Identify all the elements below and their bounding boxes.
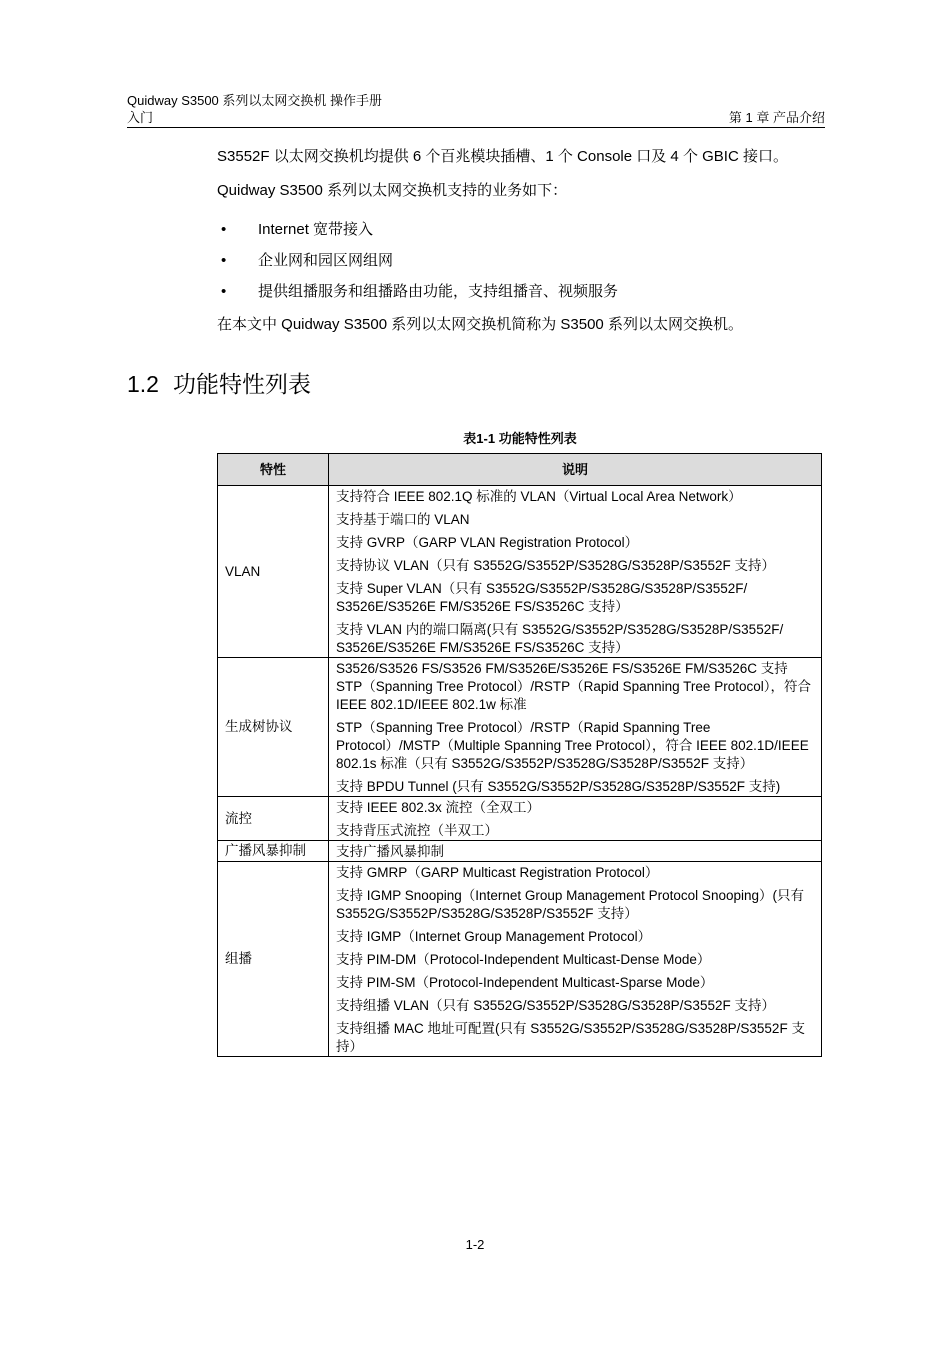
table-caption: 表1-1 功能特性列表: [463, 431, 577, 446]
description-line: 支持 GVRP（GARP VLAN Registration Protocol）: [336, 535, 639, 550]
table-row: [218, 486, 822, 658]
description-line: 支持广播风暴抑制: [336, 844, 444, 859]
description-cell: [329, 862, 822, 1057]
page-number: 1-2: [465, 1237, 485, 1252]
bullet-item: 提供组播服务和组播路由功能，支持组播音、视频服务: [258, 283, 619, 300]
description-line: 支持 IEEE 802.3x 流控（全双工）: [336, 800, 541, 815]
description-line: 支持组播 MAC 地址可配置(只有 S3552G/S3552P/S3528G/S3528P/S3552F 支持）: [336, 1021, 805, 1054]
description-line: 支持 VLAN 内的端口隔离(只有 S3552G/S3552P/S3528G/S3528P/S3552F/ S3526E/S3526E FM/S3526E FS/S3526C 支持）: [336, 622, 784, 655]
description-line: 支持协议 VLAN（只有 S3552G/S3552P/S3528G/S3528P/S3552F 支持）: [336, 558, 775, 573]
description-cell: [329, 658, 822, 797]
table-body: [218, 486, 822, 1057]
table-row: [218, 797, 822, 841]
intro-paragraph-3: 在本文中 Quidway S3500 系列以太网交换机简称为 S3500 系列以太网交换机。: [217, 316, 743, 333]
description-line: 支持符合 IEEE 802.1Q 标准的 VLAN（Virtual Local Area Network）: [336, 489, 742, 504]
description-line: 支持 GMRP（GARP Multicast Registration Protocol）: [336, 865, 659, 880]
description-line: 支持 IGMP（Internet Group Management Protocol）: [336, 929, 652, 944]
description-line: 支持 PIM-SM（Protocol-Independent Multicast-Sparse Mode）: [336, 975, 714, 990]
table-header-row: [218, 454, 822, 486]
feature-cell: 流控: [218, 797, 329, 841]
bullet-icon: •: [221, 252, 227, 269]
bullet-item: 企业网和园区网组网: [258, 252, 394, 269]
description-cell: [329, 797, 822, 841]
running-header: [127, 92, 382, 126]
intro-paragraph-2: Quidway S3500 系列以太网交换机支持的业务如下：: [217, 182, 568, 199]
description-line: 支持 PIM-DM（Protocol-Independent Multicast-Dense Mode）: [336, 952, 711, 967]
description-cell: [329, 841, 822, 862]
table-row: [218, 658, 822, 797]
description-line: 支持基于端口的 VLAN: [336, 512, 470, 527]
column-header-description: 说明: [329, 454, 822, 486]
bullet-icon: •: [221, 221, 227, 238]
description-cell: [329, 486, 822, 658]
description-line: 支持 Super VLAN（只有 S3552G/S3552P/S3528G/S3528P/S3552F/ S3526E/S3526E FM/S3526E FS/S3526C 支持）: [336, 581, 748, 614]
feature-cell: VLAN: [218, 486, 329, 658]
table-row: [218, 841, 822, 862]
header-section: 入门: [127, 110, 154, 125]
feature-table: [217, 453, 822, 1057]
description-line: 支持组播 VLAN（只有 S3552G/S3552P/S3528G/S3528P/S3552F 支持）: [336, 998, 775, 1013]
feature-cell: 组播: [218, 862, 329, 1057]
bullet-item: Internet 宽带接入: [258, 221, 374, 238]
header-divider: [127, 127, 825, 128]
header-doc-title: Quidway S3500 系列以太网交换机 操作手册: [127, 93, 383, 108]
header-chapter: 第 1 章 产品介绍: [728, 110, 825, 125]
description-line: 支持 IGMP Snooping（Internet Group Management Protocol Snooping）(只有 S3552G/S3552P/S3528G/S3528P/S3552F 支持）: [336, 888, 804, 921]
feature-cell: 广播风暴抑制: [218, 841, 329, 862]
description-line: 支持背压式流控（半双工）: [336, 823, 498, 838]
table-row: [218, 862, 822, 1057]
section-number: 1.2: [127, 371, 159, 397]
description-line: 支持 BPDU Tunnel (只有 S3552G/S3552P/S3528G/S3528P/S3552F 支持): [336, 779, 781, 794]
feature-cell: 生成树协议: [218, 658, 329, 797]
column-header-feature: 特性: [218, 454, 329, 486]
description-line: STP（Spanning Tree Protocol）/RSTP（Rapid Spanning Tree Protocol）/MSTP（Multiple Spanning Tree Protocol），符合 IEEE 802.1D/IEEE 802.1s 标准（只有 S3552G/S3552P/S3528G/S3528P/S3552F 支持）: [336, 720, 809, 771]
section-heading: [127, 369, 311, 399]
description-line: S3526/S3526 FS/S3526 FM/S3526E/S3526E FS/S3526E FM/S3526C 支持 STP（Spanning Tree Protocol）/RSTP（Rapid Spanning Tree Protocol），符合 IEEE 802.1D/IEEE 802.1w 标准: [336, 661, 811, 712]
intro-paragraph-1: S3552F 以太网交换机均提供 6 个百兆模块插槽、1 个 Console 口及 4 个 GBIC 接口。: [217, 148, 788, 165]
bullet-icon: •: [221, 283, 227, 300]
section-title: 功能特性列表: [172, 371, 311, 397]
